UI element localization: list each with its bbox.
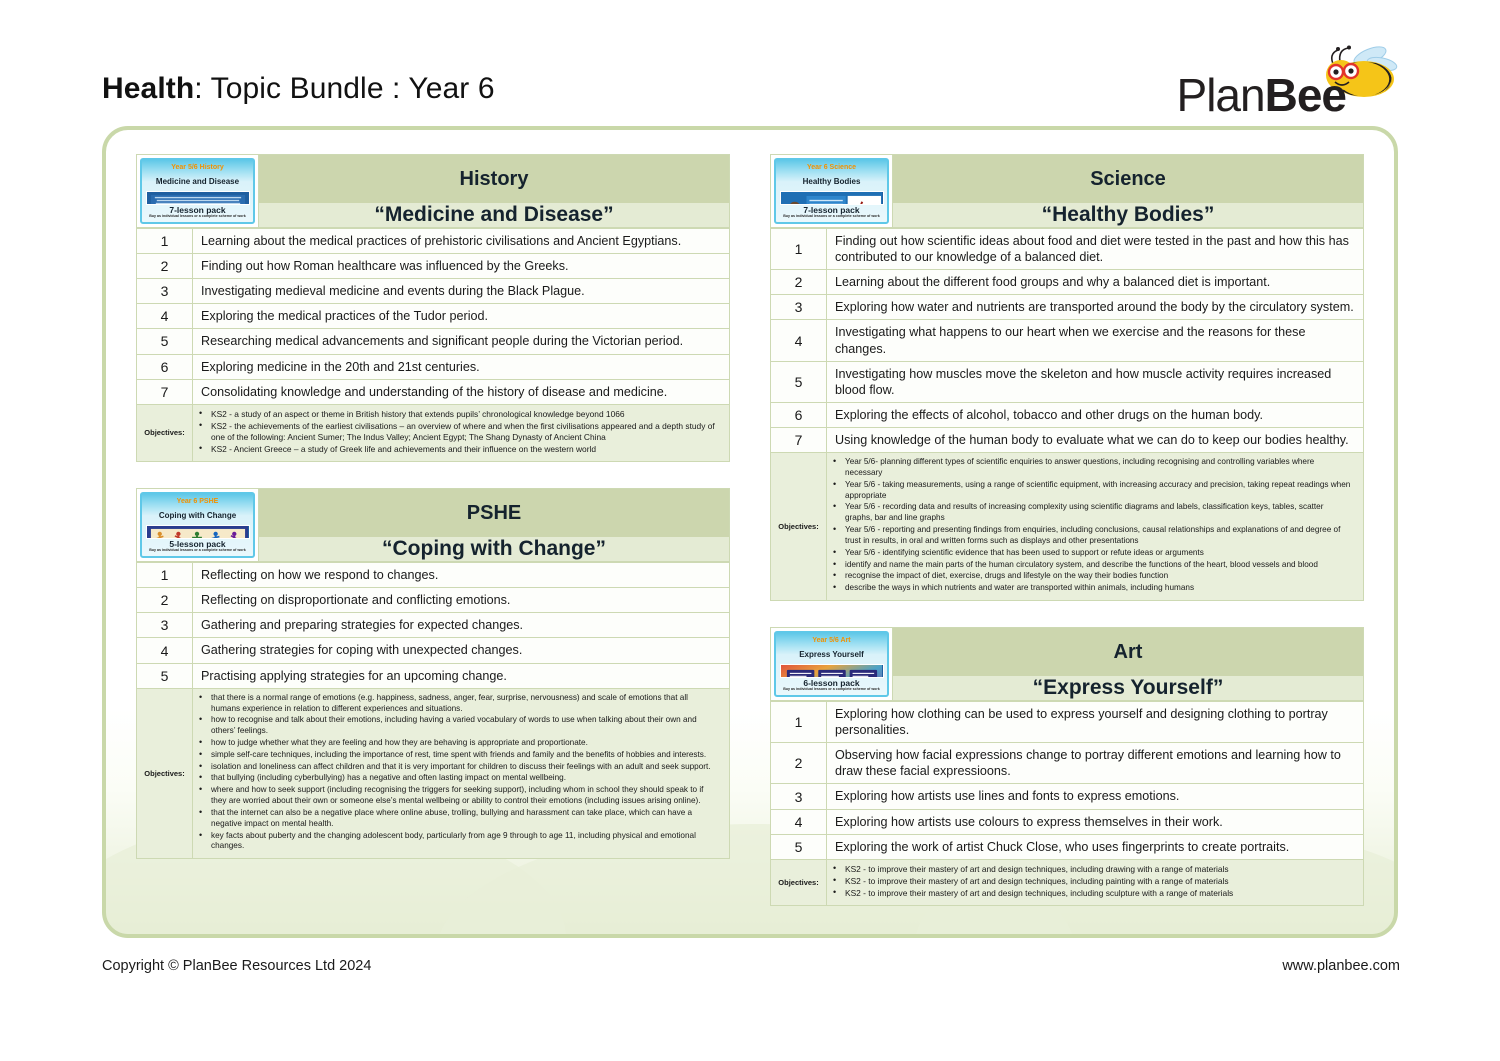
subject-name: PSHE <box>466 501 522 524</box>
objective-item: • where and how to seek support (including recognising the triggers for seeking support), including whom in school they should speak to if they are worried about their own or someone else’s mental wellbeing or ability to control their emotions (including issues arising online). <box>197 785 719 807</box>
lesson-description: Finding out how scientific ideas about food and diet were tested in the past and how this has contributed to our knowledge of a balanced diet. <box>827 229 1364 270</box>
subject-name: Science <box>1090 167 1166 190</box>
lesson-number: 5 <box>137 329 193 354</box>
table-row <box>137 663 730 688</box>
objectives-row <box>770 453 1364 601</box>
pack-thumbnail-pshe[interactable] <box>137 489 259 561</box>
thumbnail-artwork <box>147 526 249 539</box>
thumbnail-note: Buy as individual lessons or a complete scheme of work <box>149 214 246 219</box>
lesson-description: Investigating medieval medicine and events during the Black Plague. <box>193 279 730 304</box>
objectives-list <box>827 453 1363 600</box>
page-header <box>0 0 1500 122</box>
objective-item: • Year 5/6 - identifying scientific evidence that has been used to support or refute ideas or arguments <box>831 548 1353 559</box>
pack-thumbnail-science[interactable] <box>771 155 893 227</box>
lesson-number: 2 <box>771 270 827 295</box>
objectives-label: Objectives: <box>771 860 827 905</box>
lesson-description: Using knowledge of the human body to evaluate what we can do to keep our bodies healthy. <box>827 427 1364 452</box>
thumbnail-pack-count: 7-lesson pack <box>803 205 860 216</box>
thumbnail-note: Buy as individual lessons or a complete scheme of work <box>783 687 880 692</box>
table-row <box>137 304 730 329</box>
table-row <box>771 784 1364 809</box>
subject-name-band <box>893 628 1363 676</box>
objectives-label: Objectives: <box>771 453 827 600</box>
lesson-description: Exploring the medical practices of the Tudor period. <box>193 304 730 329</box>
objective-item: • how to judge whether what they are feeling and how they are behaving is appropriate and proportionate. <box>197 738 719 749</box>
topic-title: “Coping with Change” <box>382 537 606 561</box>
page-title-subject: Health <box>102 72 195 105</box>
topic-title-band <box>893 676 1363 700</box>
lesson-number: 4 <box>137 638 193 663</box>
thumbnail-artwork <box>781 192 883 205</box>
subject-name: History <box>459 167 529 190</box>
table-row <box>137 379 730 404</box>
footer-website[interactable]: www.planbee.com <box>1282 958 1400 974</box>
objective-item: • identify and name the main parts of the human circulatory system, and describe the functions of the heart, blood vessels and blood <box>831 560 1353 571</box>
planbee-logo <box>1154 44 1404 124</box>
lesson-number: 1 <box>771 229 827 270</box>
lesson-number: 3 <box>771 784 827 809</box>
objectives-row <box>770 860 1364 906</box>
subject-name-band <box>893 155 1363 203</box>
lesson-number: 4 <box>771 809 827 834</box>
subject-block-science <box>770 154 1364 601</box>
table-row <box>771 270 1364 295</box>
subject-header <box>770 154 1364 228</box>
table-row <box>771 809 1364 834</box>
table-row <box>137 329 730 354</box>
logo-bee-text: Bee <box>1264 69 1346 121</box>
lesson-description: Learning about the different food groups and why a balanced diet is important. <box>827 270 1364 295</box>
objective-item: • KS2 - to improve their mastery of art and design techniques, including sculpture with a range of materials <box>831 888 1353 899</box>
lesson-number: 1 <box>137 563 193 588</box>
topic-title: “Medicine and Disease” <box>374 203 614 226</box>
objective-item: • recognise the impact of diet, exercise, drugs and lifestyle on the way their bodies function <box>831 571 1353 582</box>
subject-block-history <box>136 154 730 462</box>
topic-title-band <box>259 203 729 227</box>
subject-name-band <box>259 489 729 537</box>
objective-item: • Year 5/6 - taking measurements, using a range of scientific equipment, with increasing accuracy and precision, taking repeat readings when appropriate <box>831 480 1353 502</box>
lesson-number: 5 <box>771 834 827 859</box>
objectives-label: Objectives: <box>137 405 193 461</box>
page-title <box>102 72 495 106</box>
objectives-list <box>827 860 1363 905</box>
table-row <box>137 588 730 613</box>
subject-block-pshe <box>136 488 730 859</box>
topic-title: “Healthy Bodies” <box>1041 203 1215 226</box>
page-title-rest: : Topic Bundle : Year 6 <box>194 72 495 105</box>
table-row <box>137 229 730 254</box>
subject-header <box>136 154 730 228</box>
content-frame <box>102 126 1398 938</box>
lesson-description: Exploring how artists use lines and fonts to express emotions. <box>827 784 1364 809</box>
subject-header <box>136 488 730 562</box>
lesson-number: 3 <box>137 613 193 638</box>
topic-title-band <box>893 203 1363 227</box>
lesson-description: Consolidating knowledge and understanding of the history of disease and medicine. <box>193 379 730 404</box>
lesson-number: 2 <box>137 254 193 279</box>
thumbnail-artwork <box>147 192 249 205</box>
table-row <box>771 743 1364 784</box>
lesson-description: Reflecting on how we respond to changes. <box>193 563 730 588</box>
thumbnail-pack-count: 7-lesson pack <box>169 205 226 216</box>
table-row <box>137 254 730 279</box>
objective-item: • describe the ways in which nutrients and water are transported within animals, including humans <box>831 583 1353 594</box>
table-row <box>137 354 730 379</box>
topic-title-band <box>259 537 729 561</box>
lesson-table <box>770 228 1364 453</box>
lesson-description: Investigating how muscles move the skeleton and how muscle activity requires increased blood flow. <box>827 361 1364 402</box>
subject-name: Art <box>1113 640 1143 663</box>
lesson-description: Gathering and preparing strategies for expected changes. <box>193 613 730 638</box>
lesson-table <box>770 701 1364 860</box>
lesson-number: 4 <box>771 320 827 361</box>
lesson-description: Exploring how clothing can be used to express yourself and designing clothing to portray personalities. <box>827 702 1364 743</box>
lesson-description: Finding out how Roman healthcare was influenced by the Greeks. <box>193 254 730 279</box>
table-row <box>771 402 1364 427</box>
table-row <box>771 361 1364 402</box>
lesson-number: 6 <box>137 354 193 379</box>
thumbnail-year-label: Year 5/6 History <box>171 164 224 171</box>
lesson-description: Gathering strategies for coping with unexpected changes. <box>193 638 730 663</box>
lesson-description: Exploring the effects of alcohol, tobacco and other drugs on the human body. <box>827 402 1364 427</box>
thumbnail-year-label: Year 6 PSHE <box>176 498 219 506</box>
lesson-description: Exploring how artists use colours to express themselves in their work. <box>827 809 1364 834</box>
objective-item: • KS2 - a study of an aspect or theme in British history that extends pupils’ chronological knowledge beyond 1066 <box>197 409 719 420</box>
lesson-description: Investigating what happens to our heart when we exercise and the reasons for these changes. <box>827 320 1364 361</box>
lesson-description: Exploring medicine in the 20th and 21st centuries. <box>193 354 730 379</box>
thumbnail-artwork <box>781 665 883 678</box>
objective-item: • KS2 - Ancient Greece – a study of Greek life and achievements and their influence on the western world <box>197 444 719 455</box>
objective-item: • that bullying (including cyberbullying) has a negative and often lasting impact on mental wellbeing. <box>197 773 719 784</box>
objective-item: • isolation and loneliness can affect children and that it is very important for children to discuss their feelings with an adult and seek support. <box>197 762 719 773</box>
table-row <box>771 320 1364 361</box>
lesson-description: Reflecting on disproportionate and conflicting emotions. <box>193 588 730 613</box>
thumbnail-topic-title: Medicine and Disease <box>155 176 240 186</box>
thumbnail-pack-count: 6-lesson pack <box>803 678 860 689</box>
lesson-table <box>136 228 730 405</box>
lesson-table <box>136 562 730 689</box>
lesson-number: 1 <box>137 229 193 254</box>
objective-item: • that there is a normal range of emotions (e.g. happiness, sadness, anger, fear, surprise, nervousness) and scale of emotions that all humans experience in relation to different experiences and situations. <box>197 693 719 715</box>
objectives-list <box>193 689 729 859</box>
objective-item: • how to recognise and talk about their emotions, including having a varied vocabulary of words to use when talking about their own and others’ feelings. <box>197 715 719 737</box>
objectives-row <box>136 405 730 462</box>
objective-item: • KS2 - to improve their mastery of art and design techniques, including painting with a range of materials <box>831 876 1353 887</box>
lesson-number: 1 <box>771 702 827 743</box>
lesson-description: Exploring the work of artist Chuck Close, who uses fingerprints to create portraits. <box>827 834 1364 859</box>
table-row <box>137 638 730 663</box>
objective-item: • Year 5/6 - recording data and results of increasing complexity using scientific diagrams and labels, classification keys, tables, scatter graphs, bar and line graphs <box>831 502 1353 524</box>
lesson-description: Practising applying strategies for an upcoming change. <box>193 663 730 688</box>
objective-item: • simple self-care techniques, including the importance of rest, time spent with friends and family and the benefits of hobbies and interests. <box>197 750 719 761</box>
subject-block-art <box>770 627 1364 906</box>
lesson-number: 2 <box>771 743 827 784</box>
table-row <box>137 613 730 638</box>
thumbnail-year-label: Year 5/6 Art <box>812 637 851 645</box>
lesson-number: 4 <box>137 304 193 329</box>
subject-name-band <box>259 155 729 203</box>
lesson-description: Learning about the medical practices of prehistoric civilisations and Ancient Egyptians. <box>193 229 730 254</box>
footer-copyright: Copyright © PlanBee Resources Ltd 2024 <box>102 958 372 974</box>
lesson-description: Exploring how water and nutrients are transported around the body by the circulatory system. <box>827 295 1364 320</box>
objectives-label: Objectives: <box>137 689 193 859</box>
objective-item: • Year 5/6 - reporting and presenting findings from enquiries, including conclusions, causal relationships and explanations of and degree of trust in results, in oral and written forms such as displays and other presentations <box>831 525 1353 547</box>
thumbnail-topic-title: Healthy Bodies <box>802 176 861 186</box>
objective-item: • KS2 - the achievements of the earliest civilisations – an overview of where and when the first civilisations appeared and a depth study of one of the following: Ancient Sumer; The Indus Valley; Ancient Egypt; The Shang Dynasty of Ancient China <box>197 421 719 443</box>
lesson-number: 2 <box>137 588 193 613</box>
thumbnail-note: Buy as individual lessons or a complete scheme of work <box>149 548 246 553</box>
left-column <box>136 154 730 885</box>
table-row <box>771 702 1364 743</box>
lesson-number: 5 <box>137 663 193 688</box>
table-row <box>771 229 1364 270</box>
lesson-description: Observing how facial expressions change to portray different emotions and learning how to draw these facial expressioons. <box>827 743 1364 784</box>
lesson-number: 7 <box>137 379 193 404</box>
subject-header <box>770 627 1364 701</box>
thumbnail-pack-count: 5-lesson pack <box>169 539 226 550</box>
lesson-number: 7 <box>771 427 827 452</box>
objective-item: • Year 5/6- planning different types of scientific enquiries to answer questions, including recognising and controlling variables where necessary <box>831 457 1353 479</box>
table-row <box>771 834 1364 859</box>
thumbnail-topic-title: Coping with Change <box>158 510 237 520</box>
table-row <box>771 427 1364 452</box>
lesson-number: 5 <box>771 361 827 402</box>
objectives-list <box>193 405 729 461</box>
pack-thumbnail-history[interactable] <box>137 155 259 227</box>
objective-item: • that the internet can also be a negative place where online abuse, trolling, bullying and harassment can take place, which can have a negative impact on mental health. <box>197 808 719 830</box>
right-column <box>770 154 1364 932</box>
thumbnail-topic-title: Express Yourself <box>799 649 864 659</box>
table-row <box>137 279 730 304</box>
pack-thumbnail-art[interactable] <box>771 628 893 700</box>
planbee-wordmark <box>1177 68 1346 122</box>
table-row <box>771 295 1364 320</box>
logo-plan-text: Plan <box>1176 69 1265 121</box>
table-row <box>137 563 730 588</box>
lesson-number: 3 <box>137 279 193 304</box>
thumbnail-year-label: Year 6 Science <box>806 164 857 171</box>
objectives-row <box>136 689 730 860</box>
topic-title: “Express Yourself” <box>1032 676 1224 700</box>
objective-item: • KS2 - to improve their mastery of art and design techniques, including drawing with a range of materials <box>831 864 1353 875</box>
lesson-description: Researching medical advancements and significant people during the Victorian period. <box>193 329 730 354</box>
objective-item: • key facts about puberty and the changing adolescent body, particularly from age 9 through to age 11, including physical and emotional changes. <box>197 831 719 853</box>
thumbnail-note: Buy as individual lessons or a complete scheme of work <box>783 214 880 219</box>
lesson-number: 6 <box>771 402 827 427</box>
lesson-number: 3 <box>771 295 827 320</box>
